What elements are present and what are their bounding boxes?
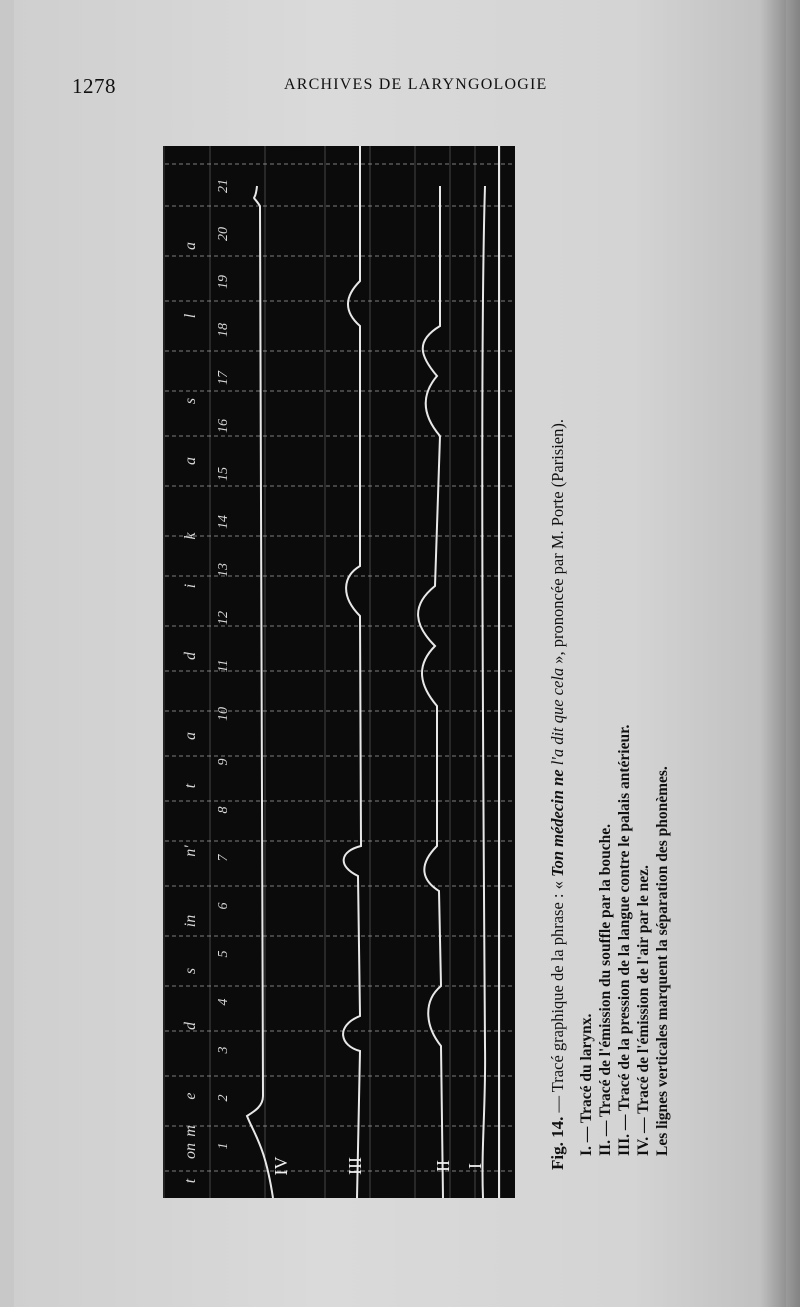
page-edge-shadow <box>760 0 800 1307</box>
caption-line-nose: IV. — Tracé de l'émission de l'air par le nez. <box>635 865 652 1156</box>
page-number: 1278 <box>72 74 116 98</box>
caption-phrase-ne: ne <box>548 769 567 786</box>
phoneme-label: in <box>182 914 199 928</box>
kymograph-figure <box>163 146 515 1198</box>
phoneme-label: s <box>182 967 199 975</box>
figure-caption <box>548 130 688 1170</box>
phoneme-label: l <box>182 313 199 319</box>
phoneme-number: 7 <box>216 854 231 862</box>
phoneme-number: 20 <box>216 227 231 241</box>
phoneme-label: m <box>182 1125 199 1137</box>
phoneme-number: 8 <box>216 806 231 814</box>
phoneme-number: 4 <box>216 998 231 1006</box>
trace-label: IV <box>271 1156 291 1176</box>
trace-label: III <box>345 1157 365 1175</box>
phoneme-number: 19 <box>216 275 231 289</box>
phoneme-label: a <box>182 732 199 740</box>
phoneme-number: 5 <box>216 950 231 958</box>
phoneme-number: 12 <box>216 611 231 625</box>
phoneme-number: 10 <box>216 707 231 721</box>
phoneme-number: 16 <box>216 419 231 433</box>
phoneme-number: 21 <box>216 179 231 193</box>
caption-phrase-rest: l'a dit que cela <box>548 667 567 770</box>
phoneme-label: t <box>182 783 199 789</box>
caption-after: », prononcée par M. Porte (Parisien). <box>548 419 567 668</box>
phoneme-number: 18 <box>216 323 231 337</box>
trace-ii-mouth <box>418 186 443 1198</box>
phoneme-number: 9 <box>216 758 231 766</box>
trace-iv-nose <box>247 186 273 1198</box>
phoneme-number: 15 <box>216 467 231 481</box>
phoneme-number: 2 <box>216 1094 231 1102</box>
caption-line-verticals: Les lignes verticales marquent la séparation des phonèmes. <box>654 766 671 1156</box>
phoneme-label: e <box>182 1092 199 1100</box>
caption-phrase: Ton médecin <box>548 785 567 877</box>
kymograph-traces <box>165 146 515 1198</box>
trace-label: II <box>433 1160 453 1172</box>
caption-fig-label: Fig. 14. <box>548 1116 567 1170</box>
phoneme-label: d <box>182 652 199 660</box>
caption-intro: Tracé graphique de la phrase : « <box>548 876 567 1093</box>
footer-bleed-through <box>110 1222 690 1268</box>
phoneme-number: 6 <box>216 902 231 910</box>
phoneme-number: 13 <box>216 563 231 577</box>
phoneme-label: i <box>182 583 199 589</box>
trace-iii-tongue <box>343 146 361 1198</box>
phoneme-label: n' <box>182 845 199 857</box>
phoneme-label: on <box>182 1143 199 1159</box>
phoneme-label: t <box>182 1178 199 1184</box>
caption-line-tongue: III. — Tracé de la pression de la langue contre le palais antérieur. <box>616 724 633 1156</box>
trace-label: I <box>465 1163 485 1169</box>
phoneme-label: d <box>182 1022 199 1030</box>
phoneme-label: s <box>182 397 199 405</box>
phoneme-number: 17 <box>216 371 231 385</box>
phoneme-number: 1 <box>216 1142 231 1150</box>
caption-line-mouth: II. — Tracé de l'émission du souffle par la bouche. <box>597 824 614 1156</box>
caption-dash: — <box>548 1092 567 1117</box>
running-title: ARCHIVES DE LARYNGOLOGIE <box>284 76 548 93</box>
phoneme-number: 3 <box>216 1046 231 1054</box>
phoneme-number: 11 <box>216 659 231 673</box>
trace-i-larynx <box>482 186 485 1198</box>
phoneme-label: a <box>182 242 199 250</box>
caption-line-larynx: I. — Tracé du larynx. <box>578 1013 595 1156</box>
phoneme-label: a <box>182 457 199 465</box>
phoneme-label: k <box>182 532 199 540</box>
phoneme-number: 14 <box>216 515 231 529</box>
caption-title <box>548 130 567 1170</box>
